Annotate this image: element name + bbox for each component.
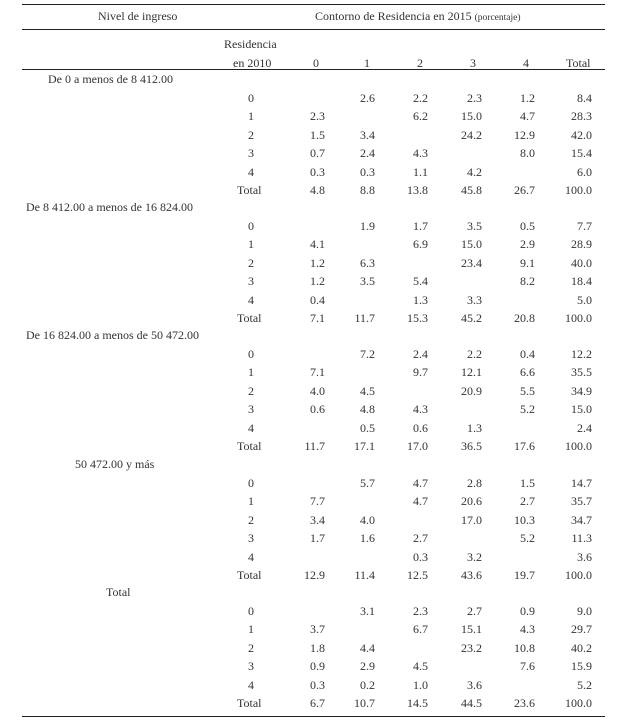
cell-value: 1.1 — [413, 164, 428, 179]
cell-value: 23.4 — [461, 255, 482, 270]
row-label: 1 — [248, 109, 254, 124]
cell-total: 100.0 — [565, 568, 592, 582]
cell-value: 6.7 — [310, 696, 325, 710]
cell-value: 2.6 — [360, 91, 375, 105]
cell-value: 2.7 — [520, 494, 535, 509]
row-label: 4 — [248, 164, 254, 179]
row-label: 2 — [248, 512, 254, 527]
cell-total: 7.7 — [577, 219, 592, 233]
cell-total: 14.7 — [571, 476, 592, 490]
cell-value: 11.4 — [354, 568, 375, 582]
row-label: 3 — [248, 274, 254, 289]
income-block-title: De 8 412.00 a menos de 16 824.00 — [26, 200, 193, 214]
cell-total: 3.6 — [577, 549, 592, 564]
cell-total: 12.2 — [571, 347, 592, 361]
cell-total: 15.9 — [571, 659, 592, 674]
cell-total: 28.9 — [571, 237, 592, 252]
cell-value: 2.2 — [413, 91, 428, 105]
row-label-total: Total — [237, 311, 262, 325]
row-label-total: Total — [237, 183, 262, 197]
cell-value: 45.8 — [461, 183, 482, 197]
row-label: 0 — [248, 347, 254, 361]
cell-value: 9.7 — [413, 365, 428, 380]
cell-value: 2.3 — [413, 604, 428, 618]
row-label: 0 — [248, 604, 254, 618]
income-level-header: Nivel de ingreso — [98, 9, 178, 23]
cell-value: 5.4 — [413, 274, 428, 289]
cell-value: 0.7 — [310, 146, 325, 161]
residence-2015-title: Contorno de Residencia en 2015 — [315, 9, 472, 23]
income-block-title: De 0 a menos de 8 412.00 — [48, 72, 173, 86]
cell-value: 5.5 — [520, 383, 535, 398]
cell-total: 18.4 — [571, 274, 592, 289]
cell-value: 4.3 — [413, 146, 428, 161]
cell-total: 28.3 — [571, 109, 592, 124]
cell-value: 12.1 — [461, 365, 482, 380]
row-label: 0 — [248, 219, 254, 233]
cell-total: 2.4 — [577, 420, 592, 435]
row-label: 4 — [248, 420, 254, 435]
cell-total: 100.0 — [565, 696, 592, 710]
cell-value: 2.4 — [413, 347, 428, 361]
cell-value: 1.5 — [520, 476, 535, 490]
cell-value: 10.8 — [514, 640, 535, 655]
cell-value: 17.0 — [461, 512, 482, 527]
cell-value: 1.7 — [310, 531, 325, 546]
subheader-rule — [22, 69, 605, 70]
cell-value: 1.6 — [360, 531, 375, 546]
row-label-total: Total — [237, 439, 262, 453]
cell-value: 12.9 — [304, 568, 325, 582]
cell-value: 3.7 — [310, 622, 325, 637]
cell-value: 4.4 — [360, 640, 375, 655]
cell-value: 1.2 — [310, 274, 325, 289]
top-rule — [22, 4, 605, 5]
cell-value: 0.4 — [310, 292, 325, 307]
cell-value: 4.7 — [413, 494, 428, 509]
cell-value: 11.7 — [354, 311, 375, 325]
cell-value: 7.7 — [310, 494, 325, 509]
row-label: 3 — [248, 531, 254, 546]
cell-value: 8.2 — [520, 274, 535, 289]
row-label: 1 — [248, 494, 254, 509]
cell-value: 15.0 — [461, 109, 482, 124]
cell-value: 7.1 — [310, 311, 325, 325]
cell-value: 15.1 — [461, 622, 482, 637]
column-header-4: 4 — [523, 56, 529, 70]
residence-2015-unit: (porcentaje) — [474, 13, 521, 23]
cell-total: 42.0 — [571, 127, 592, 142]
cell-value: 17.6 — [514, 439, 535, 453]
row-label-total: Total — [237, 696, 262, 710]
cell-value: 10.7 — [354, 696, 375, 710]
cell-value: 44.5 — [461, 696, 482, 710]
cell-value: 4.8 — [310, 183, 325, 197]
cell-value: 0.6 — [413, 420, 428, 435]
cell-value: 3.5 — [360, 274, 375, 289]
residence-2010-label-line1: Residencia — [224, 37, 277, 51]
cell-value: 3.4 — [310, 512, 325, 527]
row-label: 4 — [248, 677, 254, 692]
cell-value: 2.9 — [360, 659, 375, 674]
cell-value: 0.6 — [310, 402, 325, 417]
cell-value: 4.5 — [413, 659, 428, 674]
cell-value: 9.1 — [520, 255, 535, 270]
cell-value: 5.7 — [360, 476, 375, 490]
cell-value: 1.3 — [467, 420, 482, 435]
cell-total: 5.0 — [577, 292, 592, 307]
row-label-total: Total — [237, 568, 262, 582]
cell-value: 4.8 — [360, 402, 375, 417]
column-header-2: 2 — [417, 56, 423, 70]
cell-value: 2.3 — [310, 109, 325, 124]
cell-value: 1.3 — [413, 292, 428, 307]
cell-value: 8.8 — [360, 183, 375, 197]
cell-value: 5.2 — [520, 531, 535, 546]
cell-value: 1.2 — [310, 255, 325, 270]
cell-value: 2.7 — [467, 604, 482, 618]
row-label: 1 — [248, 365, 254, 380]
cell-value: 6.6 — [520, 365, 535, 380]
cell-value: 1.2 — [520, 91, 535, 105]
cell-value: 6.7 — [413, 622, 428, 637]
cell-value: 0.9 — [520, 604, 535, 618]
cell-value: 1.9 — [360, 219, 375, 233]
cell-value: 2.8 — [467, 476, 482, 490]
cell-value: 20.8 — [514, 311, 535, 325]
cell-value: 15.3 — [407, 311, 428, 325]
cell-value: 23.6 — [514, 696, 535, 710]
column-header-total: Total — [566, 56, 591, 70]
cell-value: 0.4 — [520, 347, 535, 361]
cell-value: 3.1 — [360, 604, 375, 618]
cell-value: 20.6 — [461, 494, 482, 509]
column-header-1: 1 — [364, 56, 370, 70]
cell-value: 0.3 — [310, 677, 325, 692]
residence-2015-header — [315, 9, 521, 25]
cell-value: 6.2 — [413, 109, 428, 124]
cell-total: 100.0 — [565, 439, 592, 453]
cell-value: 1.8 — [310, 640, 325, 655]
cell-value: 12.5 — [407, 568, 428, 582]
row-label: 0 — [248, 476, 254, 490]
cell-value: 6.3 — [360, 255, 375, 270]
cell-value: 15.0 — [461, 237, 482, 252]
cell-value: 13.8 — [407, 183, 428, 197]
cell-value: 1.7 — [413, 219, 428, 233]
cell-total: 11.3 — [571, 531, 592, 546]
row-label: 1 — [248, 237, 254, 252]
cell-value: 0.5 — [520, 219, 535, 233]
row-label: 2 — [248, 383, 254, 398]
cell-value: 0.2 — [360, 677, 375, 692]
cell-total: 5.2 — [577, 677, 592, 692]
cell-value: 0.3 — [413, 549, 428, 564]
cell-value: 14.5 — [407, 696, 428, 710]
cell-value: 26.7 — [514, 183, 535, 197]
cell-total: 35.7 — [571, 494, 592, 509]
income-block-title: Total — [106, 585, 131, 599]
cell-value: 3.5 — [467, 219, 482, 233]
cell-value: 45.2 — [461, 311, 482, 325]
cell-value: 1.0 — [413, 677, 428, 692]
cell-value: 0.3 — [310, 164, 325, 179]
cell-value: 4.7 — [413, 476, 428, 490]
cell-total: 40.2 — [571, 640, 592, 655]
row-label: 1 — [248, 622, 254, 637]
cell-value: 2.3 — [467, 91, 482, 105]
cell-total: 6.0 — [577, 164, 592, 179]
cell-value: 4.2 — [467, 164, 482, 179]
row-label: 3 — [248, 146, 254, 161]
cell-value: 17.0 — [407, 439, 428, 453]
column-header-3: 3 — [470, 56, 476, 70]
cell-value: 4.3 — [413, 402, 428, 417]
cell-value: 5.2 — [520, 402, 535, 417]
cell-value: 12.9 — [514, 127, 535, 142]
cell-value: 3.3 — [467, 292, 482, 307]
row-label: 3 — [248, 659, 254, 674]
cell-value: 4.0 — [310, 383, 325, 398]
cell-total: 34.7 — [571, 512, 592, 527]
cell-value: 10.3 — [514, 512, 535, 527]
bottom-rule — [22, 716, 605, 717]
cell-value: 0.3 — [360, 164, 375, 179]
cell-total: 100.0 — [565, 311, 592, 325]
cell-value: 1.5 — [310, 127, 325, 142]
cell-value: 6.9 — [413, 237, 428, 252]
cell-total: 9.0 — [577, 604, 592, 618]
cell-total: 8.4 — [577, 91, 592, 105]
cell-value: 17.1 — [354, 439, 375, 453]
cell-value: 2.9 — [520, 237, 535, 252]
income-block-title: De 16 824.00 a menos de 50 472.00 — [26, 328, 199, 342]
cell-value: 20.9 — [461, 383, 482, 398]
residence-2010-label-line2: en 2010 — [233, 56, 272, 70]
cell-value: 2.2 — [467, 347, 482, 361]
cell-value: 4.3 — [520, 622, 535, 637]
row-label: 2 — [248, 640, 254, 655]
cell-value: 11.7 — [304, 439, 325, 453]
row-label: 2 — [248, 255, 254, 270]
cell-value: 3.4 — [360, 127, 375, 142]
row-label: 3 — [248, 402, 254, 417]
cell-total: 100.0 — [565, 183, 592, 197]
cell-value: 0.5 — [360, 420, 375, 435]
cell-value: 2.7 — [413, 531, 428, 546]
cell-total: 15.0 — [571, 402, 592, 417]
income-block-title: 50 472.00 y más — [75, 457, 155, 471]
cell-value: 19.7 — [514, 568, 535, 582]
cell-value: 7.2 — [360, 347, 375, 361]
cell-value: 4.5 — [360, 383, 375, 398]
cell-value: 3.6 — [467, 677, 482, 692]
cell-value: 23.2 — [461, 640, 482, 655]
cell-value: 43.6 — [461, 568, 482, 582]
cell-value: 36.5 — [461, 439, 482, 453]
cell-total: 29.7 — [571, 622, 592, 637]
cell-value: 24.2 — [461, 127, 482, 142]
cell-value: 4.7 — [520, 109, 535, 124]
cell-value: 0.9 — [310, 659, 325, 674]
row-label: 4 — [248, 549, 254, 564]
header-rule — [22, 29, 605, 30]
row-label: 0 — [248, 91, 254, 105]
row-label: 4 — [248, 292, 254, 307]
column-header-0: 0 — [313, 56, 319, 70]
cell-value: 7.1 — [310, 365, 325, 380]
cell-total: 15.4 — [571, 146, 592, 161]
cell-total: 35.5 — [571, 365, 592, 380]
row-label: 2 — [248, 127, 254, 142]
cell-value: 8.0 — [520, 146, 535, 161]
cell-value: 4.1 — [310, 237, 325, 252]
cell-value: 7.6 — [520, 659, 535, 674]
cell-value: 4.0 — [360, 512, 375, 527]
cell-total: 40.0 — [571, 255, 592, 270]
cell-value: 3.2 — [467, 549, 482, 564]
cell-total: 34.9 — [571, 383, 592, 398]
cell-value: 2.4 — [360, 146, 375, 161]
